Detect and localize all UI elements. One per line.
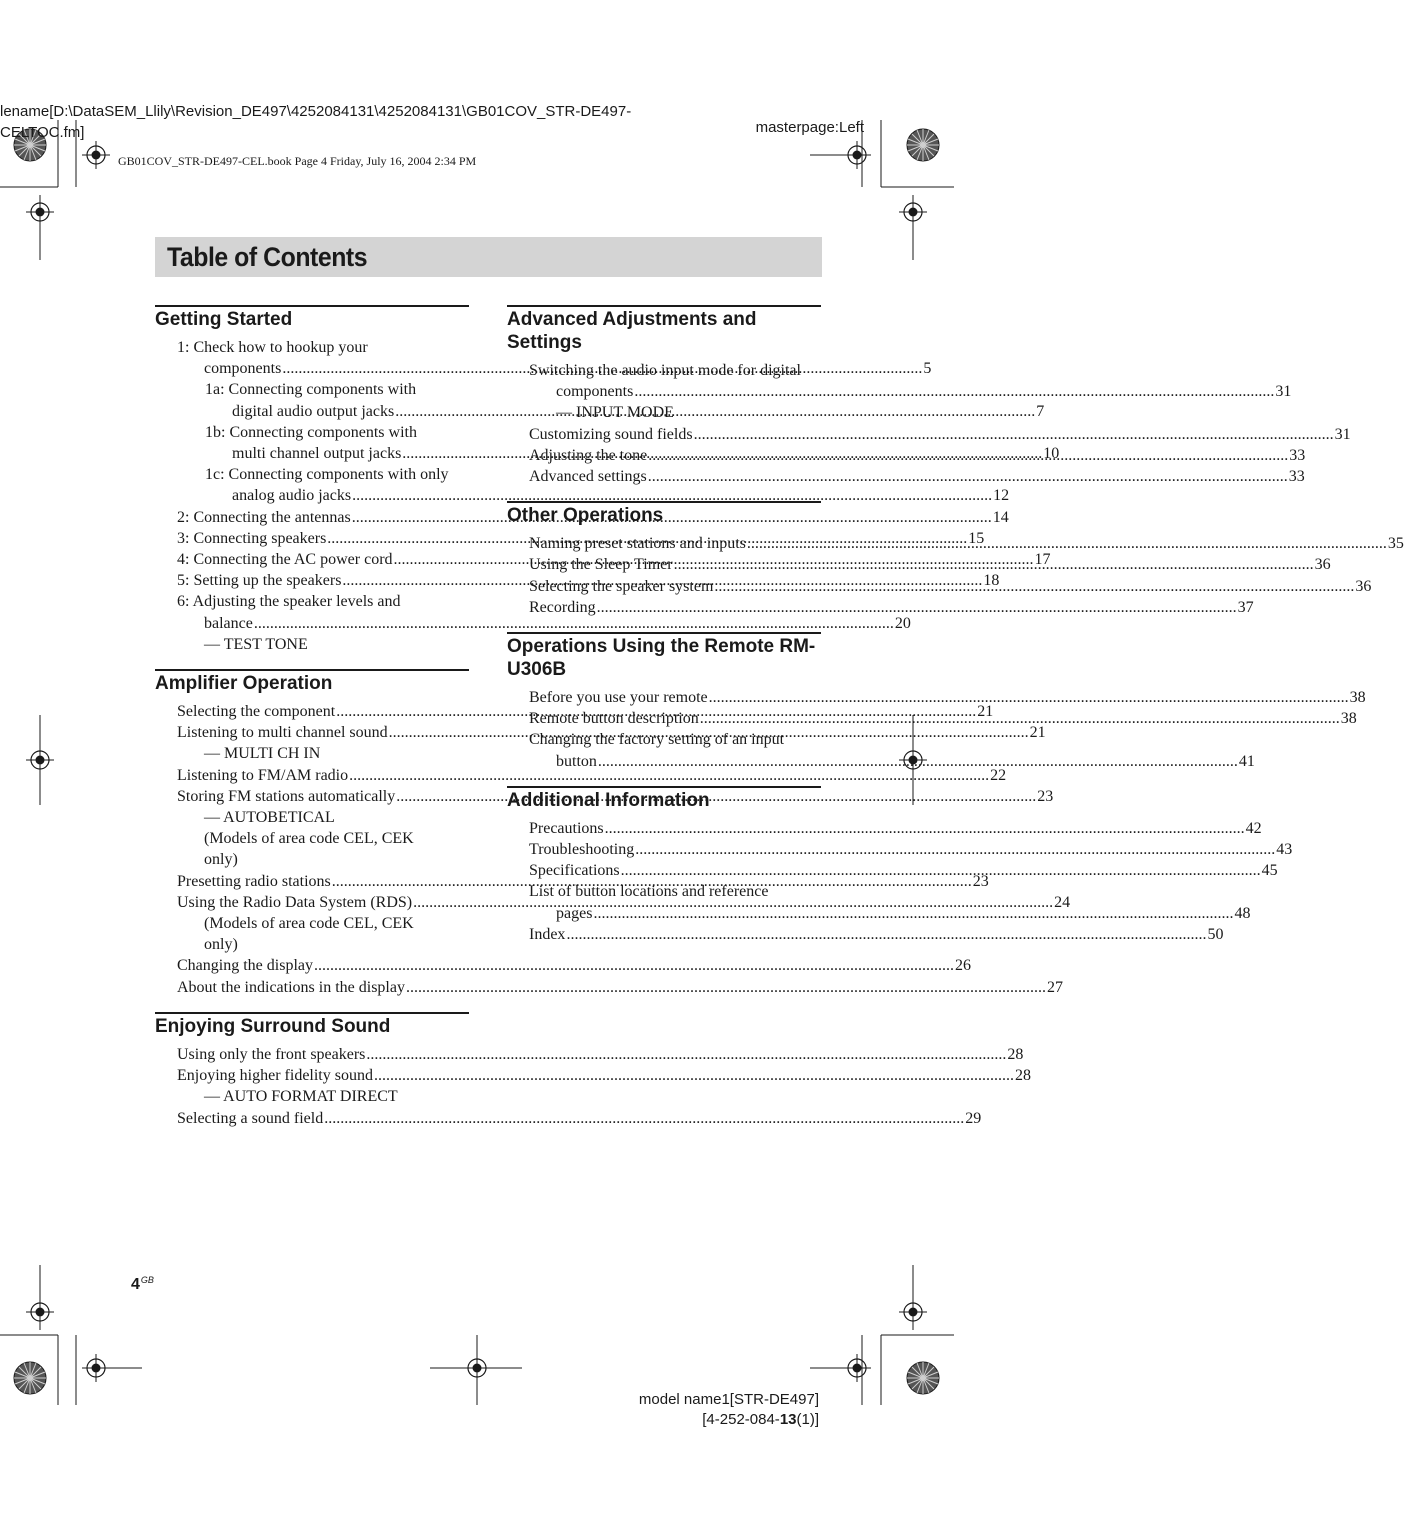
footer-code-bold: 13 [779,1411,797,1428]
page-ref: 43 [1276,841,1293,859]
dot-leader [674,554,1314,575]
page-ref: 33 [1288,468,1305,486]
page-ref: 5 [923,360,932,378]
dot-leader [648,466,1288,487]
entry-text: Selecting the component [177,703,336,721]
dot-leader [709,687,1349,708]
entry-text: Naming preset stations and inputs [529,535,746,553]
entry-note: only) [204,936,238,954]
entry-text: pages [556,904,593,922]
page-ref: 36 [1355,577,1372,595]
section-title: Other Operations [507,505,664,527]
page-ref: 10 [1043,445,1060,463]
toc-entry[interactable] [507,818,1262,839]
entry-text: Listening to multi channel sound [177,724,388,742]
page-ref: 33 [1289,446,1306,464]
page-ref: 21 [1029,724,1046,742]
entry-text: About the indications in the display [177,978,405,996]
dot-leader [366,1044,1006,1065]
dot-leader [324,1108,964,1129]
entry-row [529,818,1262,839]
entry-text: 3: Connecting speakers [177,529,327,547]
page-ref: 48 [1234,904,1251,922]
entry-text: Using only the front speakers [177,1045,366,1063]
page-ref: 38 [1340,710,1357,728]
page-ref: 28 [1007,1045,1024,1063]
dot-leader [593,905,1233,922]
entry-row [177,1065,1031,1086]
entry-row [529,687,1366,708]
toc-entry[interactable] [507,839,1293,860]
footer-model: model name1[STR-DE497] [638,1391,819,1408]
entry-note: — MULTI CH IN [204,745,321,763]
page-ref: 12 [993,487,1010,505]
entry-text: Presetting radio stations [177,872,331,890]
dot-leader [374,1065,1014,1086]
page-ref: 36 [1314,556,1331,574]
toc-entry[interactable] [155,1065,1031,1107]
page-ref: 17 [1034,551,1051,569]
entry-note: — AUTO FORMAT DIRECT [204,1088,398,1106]
page-ref: 42 [1245,819,1262,837]
entry-row [529,903,1251,924]
entry-text: Changing the factory setting of an input [529,731,785,749]
entry-text: Storing FM stations automatically [177,787,396,805]
page-ref: 23 [972,872,989,890]
page-ref: 31 [1334,425,1351,443]
entry-text: Troubleshooting [529,841,635,859]
entry-text: multi channel output jacks [232,445,402,463]
entry-text: Using the Sleep Timer [529,556,673,574]
entry-note: — TEST TONE [204,635,308,653]
dot-leader [605,818,1245,839]
dot-leader [621,860,1261,881]
page-ref: 41 [1238,752,1255,770]
dot-leader [406,977,1046,998]
entry-text: analog audio jacks [232,487,352,505]
page-ref: 15 [968,529,985,547]
entry-row [205,485,1010,506]
entry-text: Changing the display [177,957,313,975]
toc-entry[interactable] [155,765,1007,786]
page-number-suffix: GB [140,1275,154,1285]
entry-text: 1c: Connecting components with only [205,466,449,484]
dot-leader [597,597,1237,618]
page-ref: 26 [954,957,971,975]
entry-text: 5: Setting up the speakers [177,572,342,590]
page-ref: 7 [1036,402,1045,420]
page-ref: 50 [1207,925,1224,943]
title-banner [155,237,822,277]
section-title: Enjoying Surround Sound [155,1015,391,1037]
entry-text: 4: Connecting the AC power cord [177,551,393,569]
entry-row [177,765,1007,786]
header-bookinfo: GB01COV_STR-DE497-CEL.book Page 4 Friday, July 16, 2004 2:34 PM [118,154,477,168]
entry-text: Remote button description [529,710,699,728]
entry-note: (Models of area code CEL, CEK [204,915,414,933]
toc-entry[interactable] [507,360,1292,424]
toc-entry[interactable] [155,955,971,976]
section-items [155,1044,1031,1129]
page-number [131,1275,154,1295]
entry-row [529,924,1224,945]
page-ref: 28 [1014,1067,1031,1085]
section-title: Getting Started [155,309,293,330]
header-filename: lename[D:\DataSEM_Llily\Revision_DE497\4252084131\4252084131\GB01COV_STR-DE497- CELTOC.fm] [0,103,632,141]
toc-entry[interactable] [507,424,1351,445]
entry-row [529,424,1351,445]
entry-text: Index [529,925,566,943]
page-ref: 27 [1046,978,1063,996]
page-ref: 29 [965,1109,982,1127]
section-title: Additional Information [507,789,710,811]
page-ref: 35 [1387,535,1404,553]
entry-row [529,381,1292,402]
entry-row [177,613,911,634]
dot-leader [566,924,1206,945]
entry-text: components [204,360,282,378]
toc-entry[interactable] [155,1044,1024,1065]
dot-leader [700,708,1340,729]
entry-row [177,977,1063,998]
entry-text: Recording [529,598,596,616]
header-masterpage: masterpage:Left [755,119,864,136]
entry-note: only) [204,851,238,869]
entry-text: Specifications [529,862,620,880]
page-ref: 18 [983,572,1000,590]
page-ref: 14 [992,508,1009,526]
entry-text: Enjoying higher fidelity sound [177,1067,373,1085]
entry-text: balance [204,614,253,632]
entry-row [177,1044,1024,1065]
entry-row [529,751,1255,772]
dot-leader [694,424,1334,445]
section-title: Operations Using the Remote RM-U306B [507,636,816,681]
page-ref: 31 [1275,383,1292,401]
entry-text: 1b: Connecting components with [205,423,417,441]
toc-entry[interactable] [507,597,1254,618]
page-ref: 22 [990,766,1007,784]
entry-row [529,466,1305,487]
entry-text: digital audio output jacks [232,402,395,420]
dot-leader [747,533,1387,554]
footer-code [702,1410,819,1430]
entry-note: (Models of area code CEL, CEK [204,830,414,848]
page-ref: 24 [1054,893,1071,911]
entry-text: Selecting a sound field [177,1109,324,1127]
entry-row [177,1108,982,1129]
entry-text: Listening to FM/AM radio [177,766,349,784]
page-ref: 21 [977,703,994,721]
page-ref: 38 [1349,689,1366,707]
entry-note: — INPUT MODE [556,404,674,422]
entry-text: 1: Check how to hookup your [177,339,368,356]
footer-code-suffix: (1)] [796,1411,819,1428]
entry-text: Switching the audio input mode for digital [529,362,801,379]
entry-row [529,597,1254,618]
entry-text: Before you use your remote [529,689,708,707]
page-ref: 37 [1237,598,1254,616]
entry-row [177,955,971,976]
entry-text: List of button locations and reference [529,883,769,901]
entry-text: 6: Adjusting the speaker levels and [177,593,401,611]
entry-row [529,839,1293,860]
entry-note: — AUTOBETICAL [204,809,335,827]
toc-entry[interactable] [155,977,1063,998]
section-title: Amplifier Operation [155,673,333,695]
entry-text: Selecting the speaker system [529,577,714,595]
entry-text: Precautions [529,819,604,837]
toc-entry[interactable] [507,924,1224,945]
page-ref: 20 [894,614,911,632]
entry-text: Customizing sound fields [529,425,693,443]
page-number-value: 4 [131,1276,140,1293]
entry-text: button [556,752,597,770]
toc-section [155,1012,1031,1129]
dot-leader [714,576,1354,597]
dot-leader [635,839,1275,860]
entry-text: Advanced settings [529,468,647,486]
entry-text: components [556,383,634,401]
toc-entry[interactable] [155,1108,982,1129]
toc-entry[interactable] [507,687,1366,708]
dot-leader [598,753,1238,770]
entry-text: Adjusting the tone [529,446,648,464]
entry-text: Using the Radio Data System (RDS) [177,893,413,911]
entry-text: 2: Connecting the antennas [177,508,351,526]
toc-entry[interactable] [507,466,1305,487]
page-title: Table of Contents [167,242,368,272]
dot-leader [648,445,1288,466]
page-ref: 45 [1261,862,1278,880]
footer-code-prefix: [4-252-084- [702,1411,780,1428]
section-title: Advanced Adjustments and Settings [507,309,757,353]
dot-leader [634,383,1274,400]
entry-text: 1a: Connecting components with [205,381,417,399]
page-ref: 23 [1037,787,1054,805]
